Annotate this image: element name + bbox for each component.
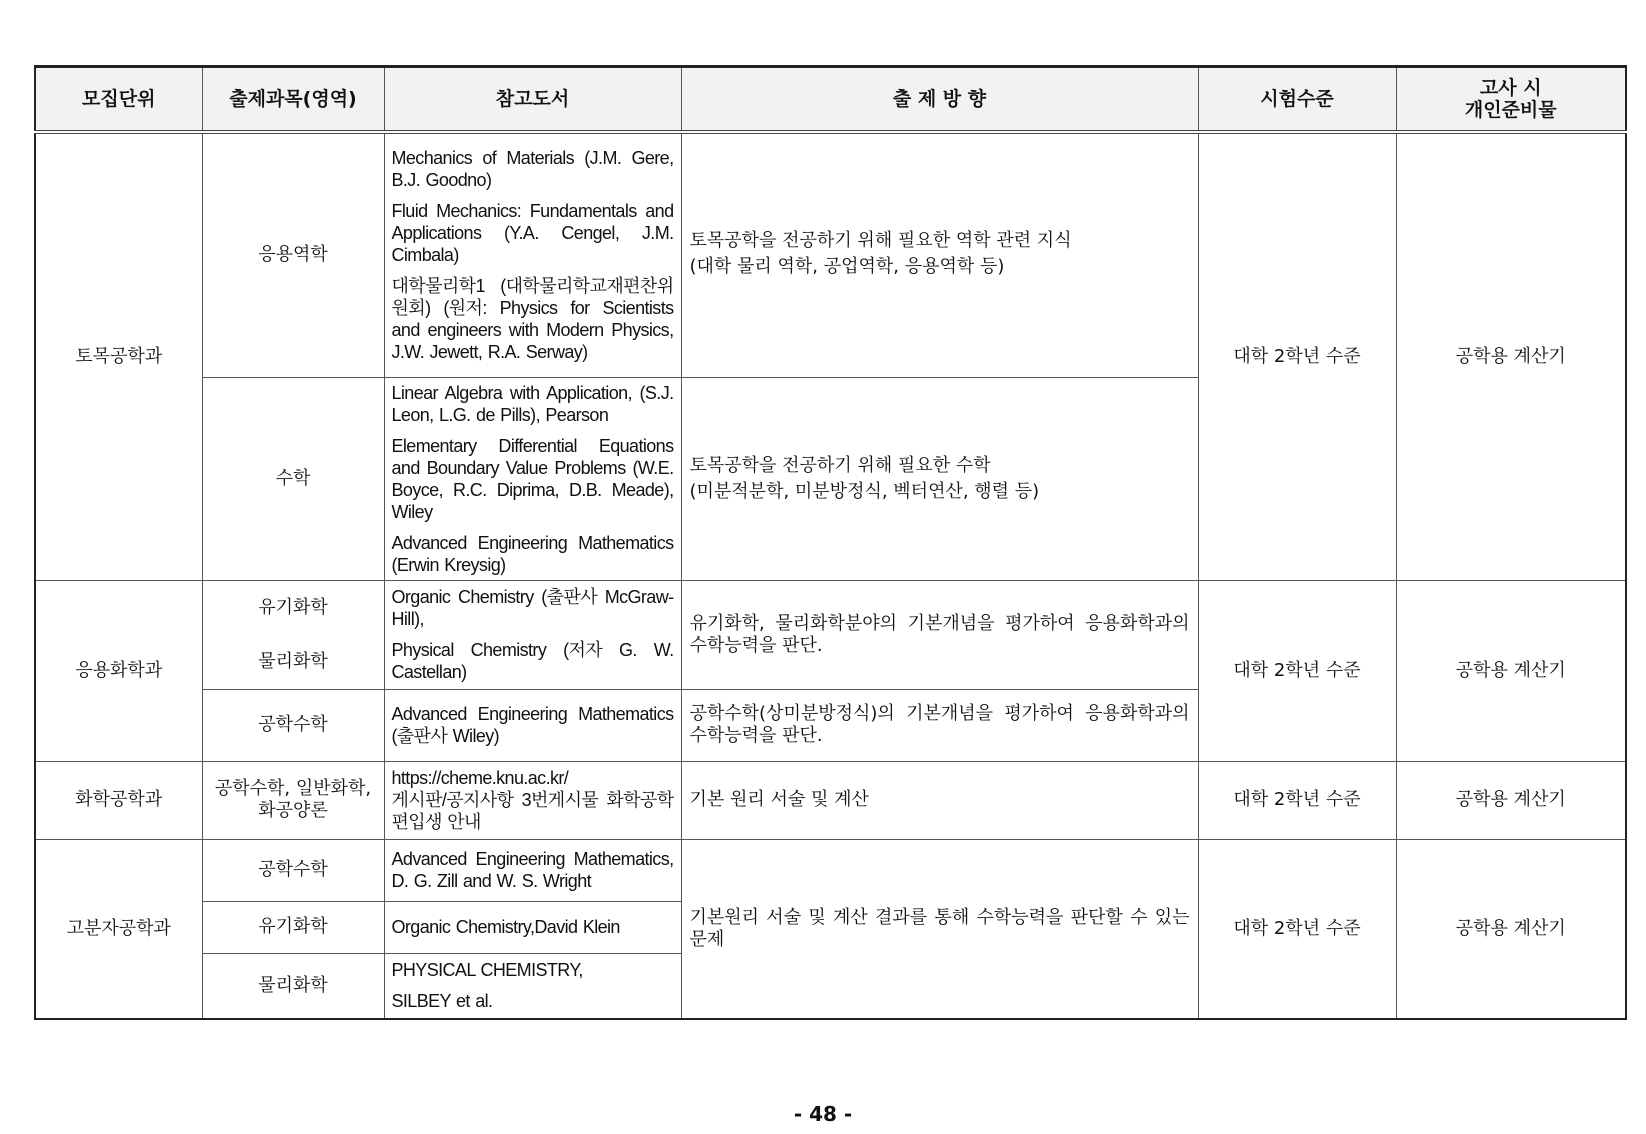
books-cell (384, 953, 681, 1019)
books-cell (384, 580, 681, 689)
direction-cell: 기본원리 서술 및 계산 결과를 통해 수학능력을 판단할 수 있는 문제 (681, 839, 1198, 1019)
direction-line: 토목공학을 전공하기 위해 필요한 역학 관련 지식 (689, 230, 1072, 251)
book-item: Fluid Mechanics: Fundamentals and Applications (Y.A. Cengel, J.M. Cimbala) (391, 201, 674, 266)
books-cell: Organic Chemistry,David Klein (384, 901, 681, 953)
subject-cell: 공학수학 (202, 839, 384, 901)
header-supplies-line1: 고사 시 (1479, 77, 1542, 99)
subject-cell: 응용역학 (202, 132, 384, 377)
direction-line: 토목공학을 전공하기 위해 필요한 수학 (689, 454, 991, 476)
header-books: 참고도서 (384, 67, 681, 133)
direction-line: (미분적분학, 미분방정식, 벡터연산, 행렬 등) (689, 480, 1040, 502)
direction-cell: 공학수학(상미분방정식)의 기본개념을 평가하여 응용화학과의 수학능력을 판단. (681, 689, 1198, 761)
books-cell (384, 761, 681, 839)
table-row (35, 580, 1626, 689)
subject-item: 유기화학 (258, 596, 328, 618)
table-header-row (35, 67, 1626, 133)
supplies-cell: 공학용 계산기 (1396, 580, 1626, 761)
book-item: Advanced Engineering Mathematics (출판사 Wiley) (391, 704, 674, 746)
header-subject: 출제과목(영역) (202, 67, 384, 133)
direction-cell (681, 132, 1198, 377)
book-item: Advanced Engineering Mathematics (Erwin Kreysig) (391, 532, 674, 575)
unit-cell: 고분자공학과 (35, 839, 202, 1019)
page-number: - 48 - (793, 1102, 853, 1126)
books-cell (384, 132, 681, 377)
table-row (35, 132, 1626, 377)
books-cell (384, 689, 681, 761)
subject-cell: 공학수학 (202, 689, 384, 761)
subject-cell: 수학 (202, 377, 384, 580)
book-item: PHYSICAL CHEMISTRY, (391, 960, 583, 981)
unit-cell: 화학공학과 (35, 761, 202, 839)
header-unit: 모집단위 (35, 67, 202, 133)
header-supplies (1396, 67, 1626, 133)
direction-cell: 기본 원리 서술 및 계산 (681, 761, 1198, 839)
book-item: Physical Chemistry (저자 G. W. Castellan) (391, 640, 674, 682)
book-item: Mechanics of Materials (J.M. Gere, B.J. Goodno) (391, 148, 674, 191)
books-cell: Advanced Engineering Mathematics, D. G. Zill and W. S. Wright (384, 839, 681, 901)
direction-cell (681, 377, 1198, 580)
book-item: SILBEY et al. (391, 991, 493, 1012)
supplies-cell: 공학용 계산기 (1396, 132, 1626, 580)
table-row (35, 761, 1626, 839)
supplies-cell: 공학용 계산기 (1396, 761, 1626, 839)
subject-cell: 물리화학 (202, 953, 384, 1019)
level-cell: 대학 2학년 수준 (1198, 761, 1396, 839)
book-item: Organic Chemistry (출판사 McGraw-Hill), (391, 587, 674, 629)
book-link: https://cheme.knu.ac.kr/ (391, 768, 569, 788)
unit-cell: 토목공학과 (35, 132, 202, 580)
subject-cell: 공학수학, 일반화학, 화공양론 (202, 761, 384, 839)
level-cell: 대학 2학년 수준 (1198, 132, 1396, 580)
subject-cell (202, 580, 384, 689)
book-item: Elementary Differential Equations and Boundary Value Problems (W.E. Boyce, R.C. Diprima, D.B. Meade), Wiley (391, 435, 674, 522)
books-cell (384, 377, 681, 580)
level-cell: 대학 2학년 수준 (1198, 839, 1396, 1019)
direction-cell: 유기화학, 물리화학분야의 기본개념을 평가하여 응용화학과의 수학능력을 판단. (681, 580, 1198, 689)
level-cell: 대학 2학년 수준 (1198, 580, 1396, 761)
table-row (35, 839, 1626, 901)
header-level: 시험수준 (1198, 67, 1396, 133)
book-item: 대학물리학1 (대학물리학교재편찬위원회) (원저: Physics for Scientists and engineers with Modern Physics, J.W. Jewett, R.A. Serway) (391, 276, 674, 363)
book-item: 게시판/공지사항 3번게시물 화학공학 편입생 안내 (391, 790, 674, 832)
unit-cell: 응용화학과 (35, 580, 202, 761)
supplies-cell: 공학용 계산기 (1396, 839, 1626, 1019)
header-supplies-line2: 개인준비물 (1464, 99, 1557, 121)
direction-line: (대학 물리 역학, 공업역학, 응용역학 등) (689, 256, 1005, 277)
exam-info-table (34, 65, 1627, 1020)
subject-cell: 유기화학 (202, 901, 384, 953)
subject-item: 물리화학 (258, 650, 328, 672)
book-item: Linear Algebra with Application, (S.J. Leon, L.G. de Pills), Pearson (391, 382, 674, 425)
header-direction: 출 제 방 향 (681, 67, 1198, 133)
